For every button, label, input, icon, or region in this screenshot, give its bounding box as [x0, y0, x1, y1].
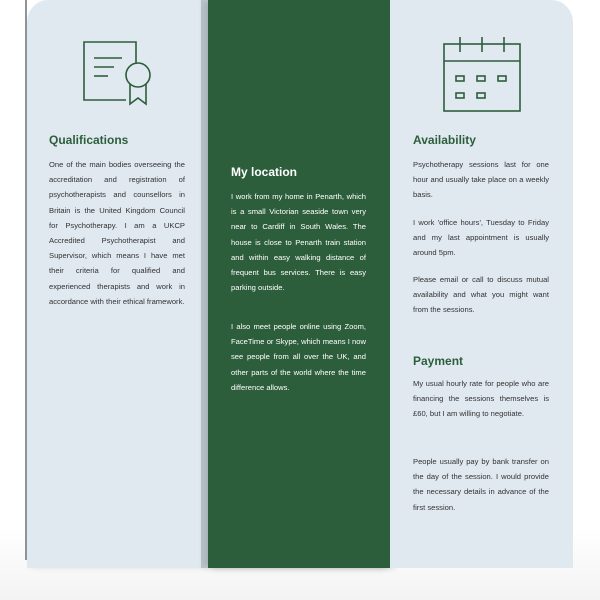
payment-text-1: My usual hourly rate for people who are financing the sessions themselves is £60, but I am willing to negotiate. — [413, 379, 549, 419]
qualifications-heading: Qualifications — [49, 133, 129, 147]
certificate-icon — [82, 40, 154, 108]
location-heading: My location — [231, 165, 298, 179]
payment-text-2: People usually pay by bank transfer on the day of the session. I would provide the necessary details in advance of the first session. — [413, 457, 549, 512]
availability-text-1: Psychotherapy sessions last for one hour and usually take place on a weekly basis. — [413, 160, 549, 200]
payment-heading: Payment — [413, 354, 464, 368]
qualifications-text: One of the main bodies overseeing the accreditation and registration of psychotherapists and counsellors in Britain is the United Kingdom Council for Psychotherapy. I am a UKCP Accredited Psychotherapist and Supervisor, which means I have met their criteria for qualified and experienced therapists and work in accordance with their ethical framework. — [49, 160, 185, 306]
location-text-1: I work from my home in Penarth, which is a small Victorian seaside town very near to Cardiff in South Wales. The house is close to Penarth train station and within easy walking distance of frequent bus services. There is easy parking outside. — [231, 192, 366, 293]
calendar-icon — [442, 36, 522, 114]
availability-text-2: I work 'office hours', Tuesday to Friday and my last appointment is usually around 5pm. — [413, 218, 549, 258]
location-text-2: I also meet people online using Zoom, FaceTime or Skype, which means I now see people from all over the UK, and other parts of the world where the time difference allows. — [231, 322, 366, 392]
availability-heading: Availability — [413, 133, 476, 147]
availability-text-3: Please email or call to discuss mutual availability and what you might want from the sessions. — [413, 275, 549, 315]
column-divider — [201, 0, 208, 568]
